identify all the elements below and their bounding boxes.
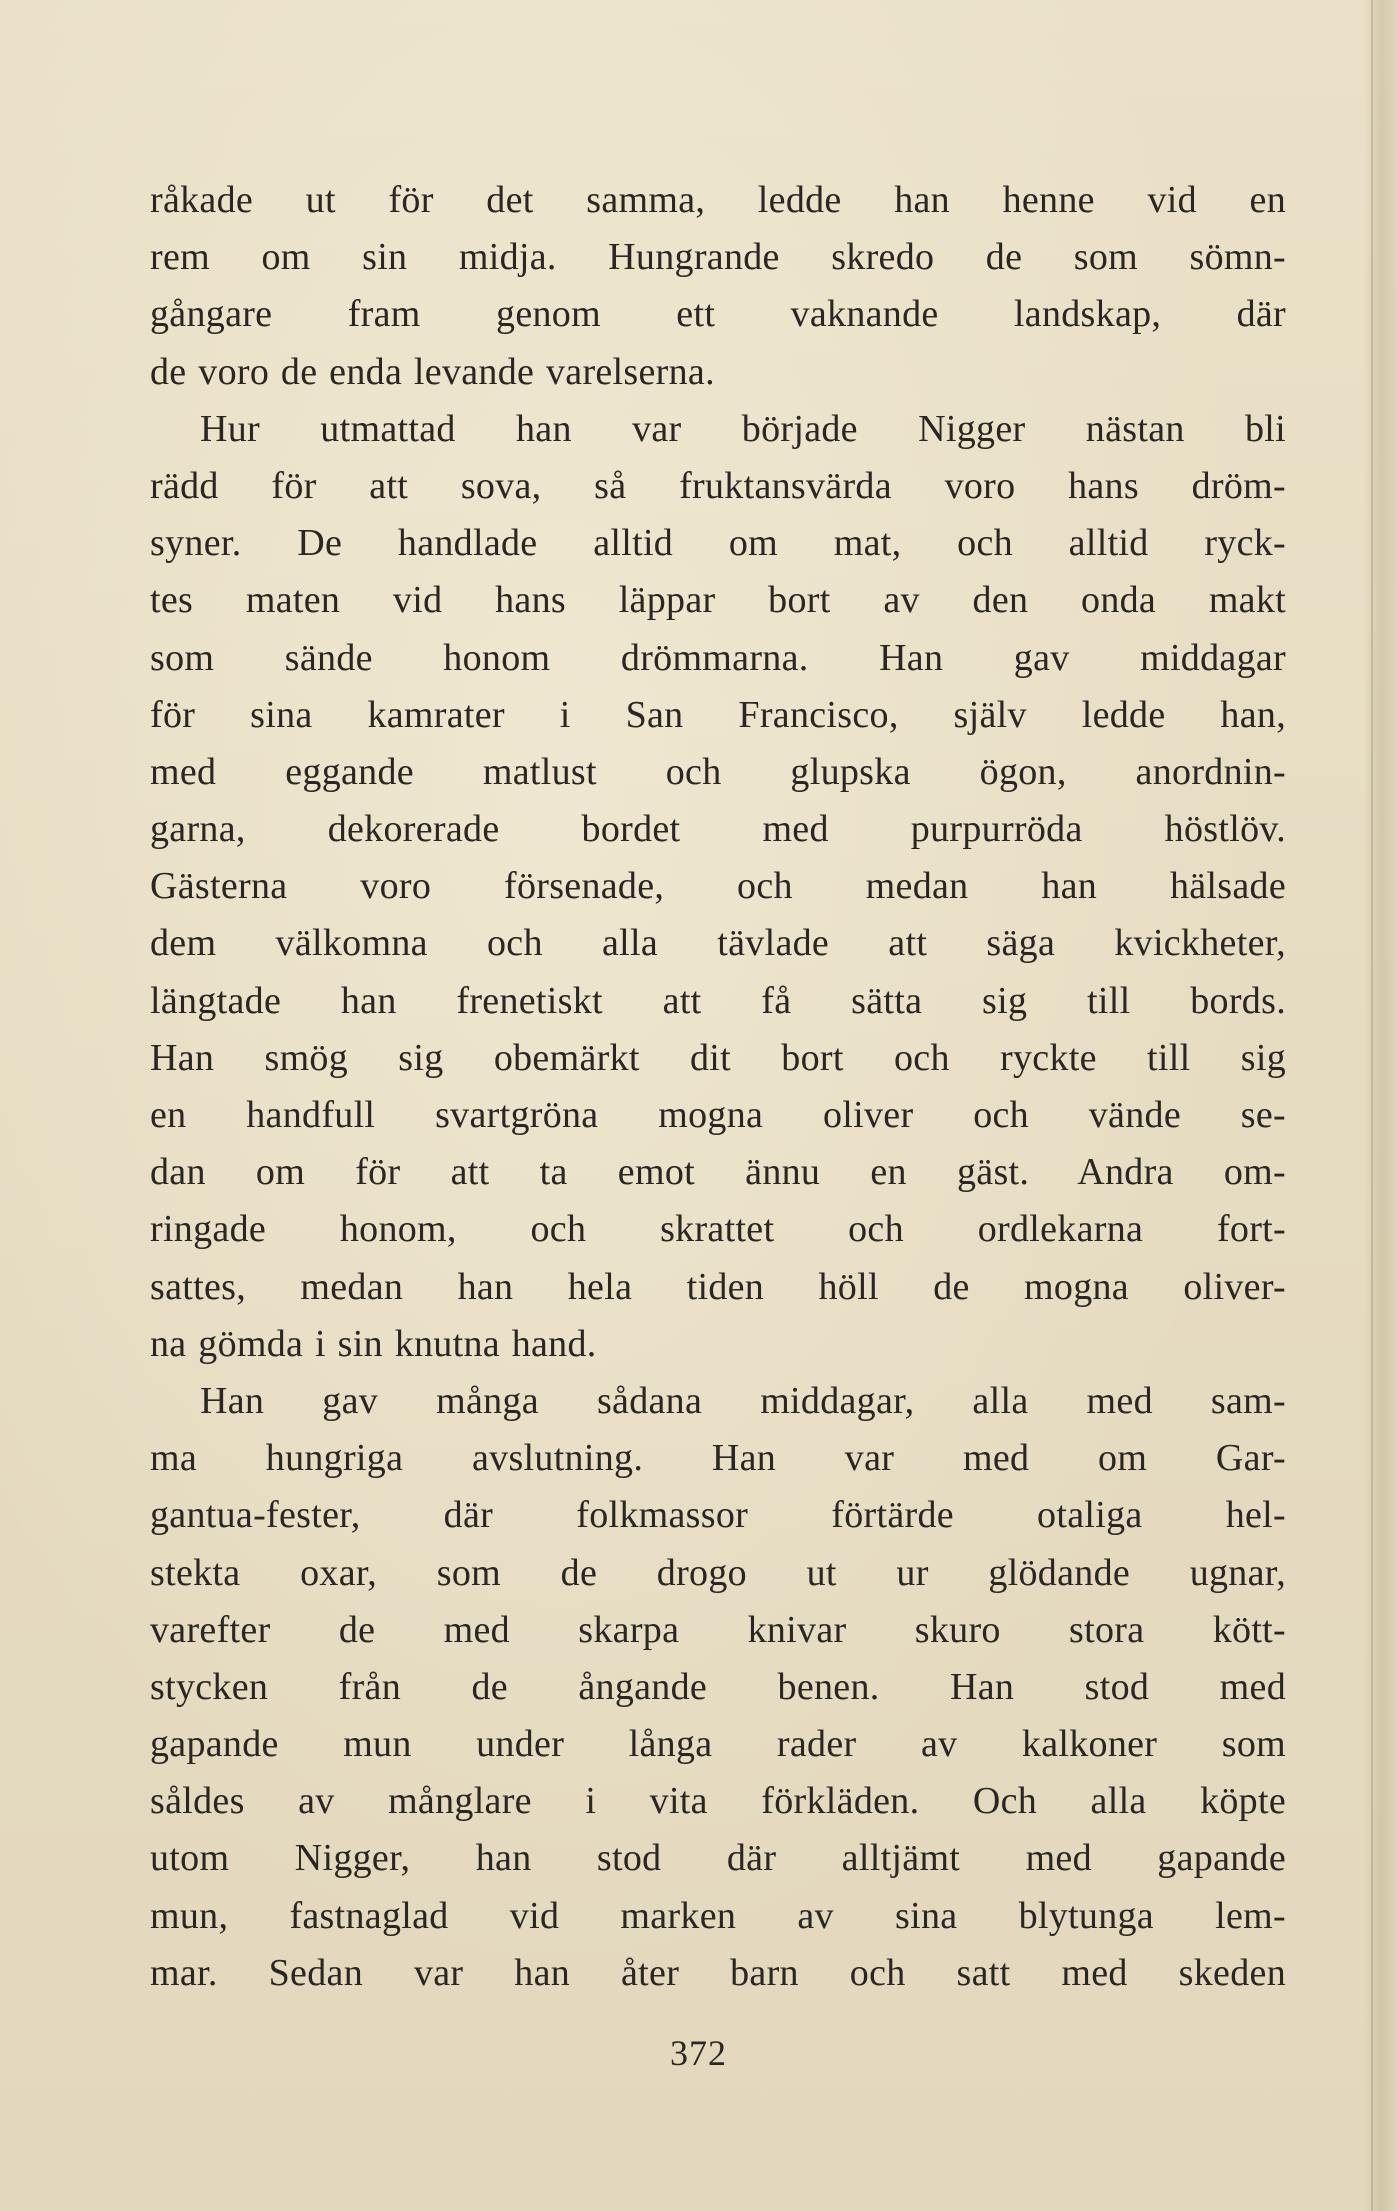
text-line: med eggande matlust och glupska ögon, anordnin- (150, 750, 1286, 793)
text-line: Gästerna voro försenade, och medan han hälsade (150, 865, 1286, 908)
text-line: sattes, medan han hela tiden höll de mogna oliver- (150, 1265, 1286, 1308)
text-line: mun, fastnaglad vid marken av sina blytunga lem- (150, 1894, 1286, 1937)
text-line: mar. Sedan var han åter barn och satt med skeden (150, 1951, 1286, 1994)
text-line: utom Nigger, han stod där alltjämt med gapande (150, 1837, 1286, 1880)
text-line: rädd för att sova, så fruktansvärda voro hans dröm- (150, 464, 1286, 507)
text-line: syner. De handlade alltid om mat, och alltid ryck- (150, 522, 1286, 565)
text-line: rem om sin midja. Hungrande skredo de som sömn- (150, 236, 1286, 279)
text-line: Han gav många sådana middagar, alla med sam- (200, 1379, 1286, 1422)
page-edge-shadow (1363, 0, 1397, 2211)
text-line: Hur utmattad han var började Nigger nästan bli (200, 407, 1286, 450)
text-line: ringade honom, och skrattet och ordlekarna fort- (150, 1208, 1286, 1251)
text-line: såldes av månglare i vita förkläden. Och alla köpte (150, 1780, 1286, 1823)
text-line: längtade han frenetiskt att få sätta sig till bords. (150, 979, 1286, 1022)
page-edge-line (1371, 0, 1373, 2211)
text-line: tes maten vid hans läppar bort av den onda makt (150, 579, 1286, 622)
text-line: dem välkomna och alla tävlade att säga kvickheter, (150, 922, 1286, 965)
text-line: gapande mun under långa rader av kalkoner som (150, 1723, 1286, 1766)
text-line: ma hungriga avslutning. Han var med om Gar- (150, 1437, 1286, 1480)
text-line: stycken från de ångande benen. Han stod med (150, 1665, 1286, 1708)
text-line: garna, dekorerade bordet med purpurröda höstlöv. (150, 808, 1286, 851)
text-line: för sina kamrater i San Francisco, själv ledde han, (150, 693, 1286, 736)
page-number: 372 (670, 2033, 727, 2073)
text-line: gantua-fester, där folkmassor förtärde otaliga hel- (150, 1494, 1286, 1537)
text-line: gångare fram genom ett vaknande landskap, där (150, 293, 1286, 336)
text-line: de voro de enda levande varelserna. (150, 350, 715, 393)
text-line: varefter de med skarpa knivar skuro stora kött- (150, 1608, 1286, 1651)
text-line: Han smög sig obemärkt dit bort och ryckte till sig (150, 1036, 1286, 1079)
body-text (150, 172, 1286, 2002)
text-line: som sände honom drömmarna. Han gav middagar (150, 636, 1286, 679)
text-line: dan om för att ta emot ännu en gäst. Andra om- (150, 1151, 1286, 1194)
text-line: stekta oxar, som de drogo ut ur glödande ugnar, (150, 1551, 1286, 1594)
text-line: na gömda i sin knutna hand. (150, 1322, 597, 1365)
text-line: en handfull svartgröna mogna oliver och vände se- (150, 1094, 1286, 1136)
text-line: råkade ut för det samma, ledde han henne vid en (150, 179, 1286, 221)
